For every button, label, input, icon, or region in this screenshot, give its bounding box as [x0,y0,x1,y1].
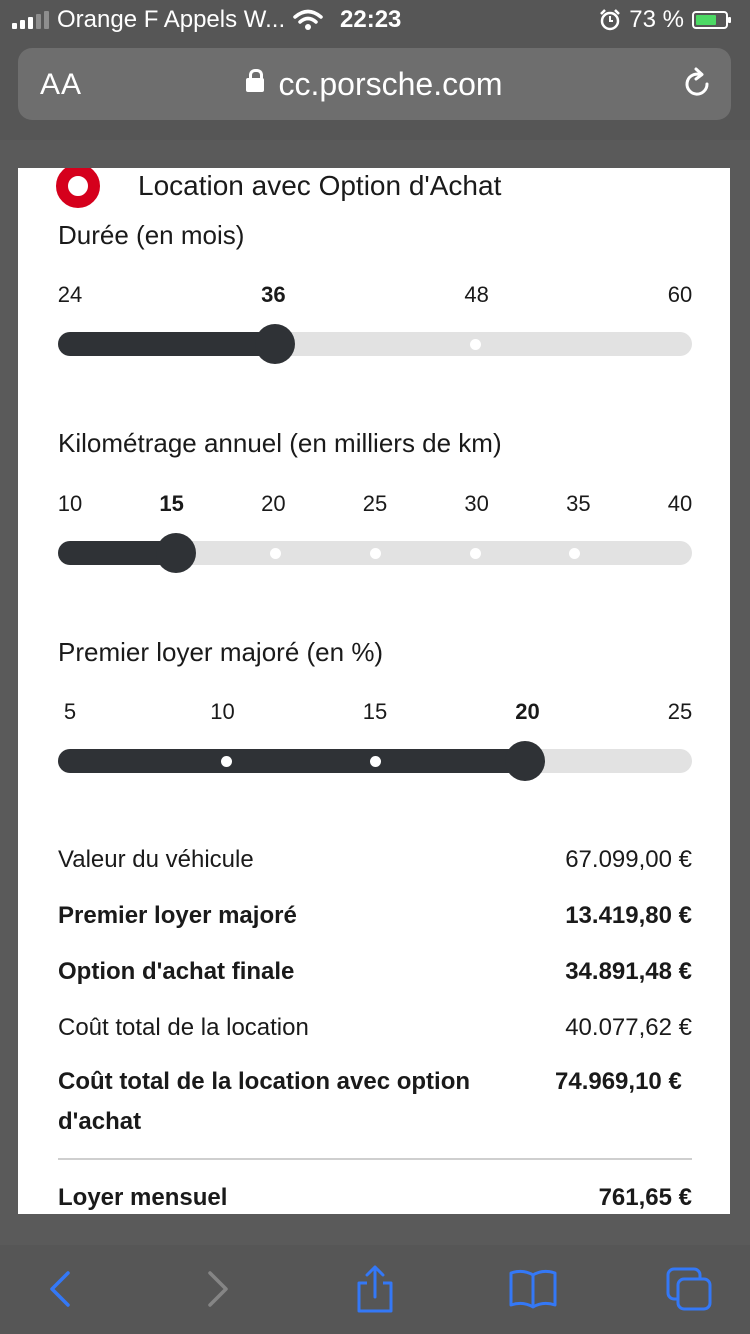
address-bar[interactable] [18,48,731,120]
slider-step-dot[interactable] [221,756,232,767]
alarm-icon [599,9,621,31]
summary-divider [58,1158,692,1160]
url-text: cc.porsche.com [278,66,503,102]
slider-tick-label[interactable]: 24 [57,282,83,307]
status-bar [0,0,750,40]
battery-icon [692,11,728,29]
reload-icon[interactable] [679,66,715,102]
slider-step-dot[interactable] [270,548,281,559]
signal-icon [12,11,49,29]
slider-tick-label[interactable]: 20 [515,699,540,724]
financing-option[interactable] [56,168,501,208]
slider-tick-label[interactable]: 40 [667,491,693,516]
mileage-label: Kilométrage annuel (en milliers de km) [58,428,502,458]
slider-handle[interactable] [255,324,295,364]
slider-tick-label[interactable]: 15 [362,699,388,724]
share-icon[interactable] [349,1265,401,1313]
slider-tick-label[interactable]: 35 [566,491,591,516]
slider-step-dot[interactable] [370,756,381,767]
duration-slider[interactable] [58,332,692,356]
slider-tick-label[interactable]: 10 [57,491,83,516]
mileage-slider[interactable] [58,541,692,565]
carrier-name: Orange F Appels W... [57,6,286,33]
mileage-ticks [58,491,692,521]
first-payment-slider[interactable] [58,749,692,773]
slider-step-dot[interactable] [470,339,481,350]
slider-fill [58,749,537,773]
slider-tick-label[interactable]: 25 [667,699,693,724]
slider-step-dot[interactable] [569,548,580,559]
lock-icon [246,78,264,92]
wifi-icon [293,9,323,31]
slider-handle[interactable] [505,741,545,781]
financing-modal: Location avec Option d'Achat Durée (en mois) 24 36 48 60 Kilométrage annuel (en milliers de km) 10 15 20 25 30 35 40 Premier loyer majoré (en %) 5 10 15 20 25 Valeur du véhicule 67.099,00 € Premier loyer majoré 13.419,80 € Option d'achat finale 34.891,48 € Coût total de la location 40.077,62 € Coût total de la location avec option d'achat 74.969,10 € Loyer mensuel 761,65 € [18,168,730,1214]
slider-step-dot[interactable] [470,548,481,559]
slider-step-dot[interactable] [370,548,381,559]
slider-tick-label[interactable]: 20 [261,491,286,516]
first-payment-ticks [58,699,692,729]
slider-handle[interactable] [156,533,196,573]
slider-tick-label[interactable]: 60 [667,282,693,307]
slider-tick-label[interactable]: 25 [362,491,388,516]
back-icon[interactable] [36,1265,88,1313]
url-display[interactable] [18,66,731,103]
slider-tick-label[interactable]: 5 [63,699,77,724]
slider-tick-label[interactable]: 15 [159,491,184,516]
first-payment-label: Premier loyer majoré (en %) [58,637,384,667]
clock: 22:23 [340,6,402,33]
browser-toolbar [0,1245,750,1334]
slider-tick-label[interactable]: 30 [464,491,489,516]
slider-tick-label[interactable]: 10 [210,699,235,724]
duration-label: Durée (en mois) [58,220,245,250]
slider-fill [58,332,287,356]
forward-icon[interactable] [192,1265,244,1313]
battery-percent: 73 % [629,6,684,33]
slider-tick-label[interactable]: 48 [464,282,489,307]
duration-ticks [58,282,692,312]
slider-tick-label[interactable]: 36 [261,282,286,307]
option-radio[interactable] [56,168,100,208]
bookmarks-icon[interactable] [507,1265,559,1313]
option-label: Location avec Option d'Achat [138,170,502,201]
tabs-icon[interactable] [664,1265,716,1313]
text-size-button[interactable]: AA [40,68,83,101]
